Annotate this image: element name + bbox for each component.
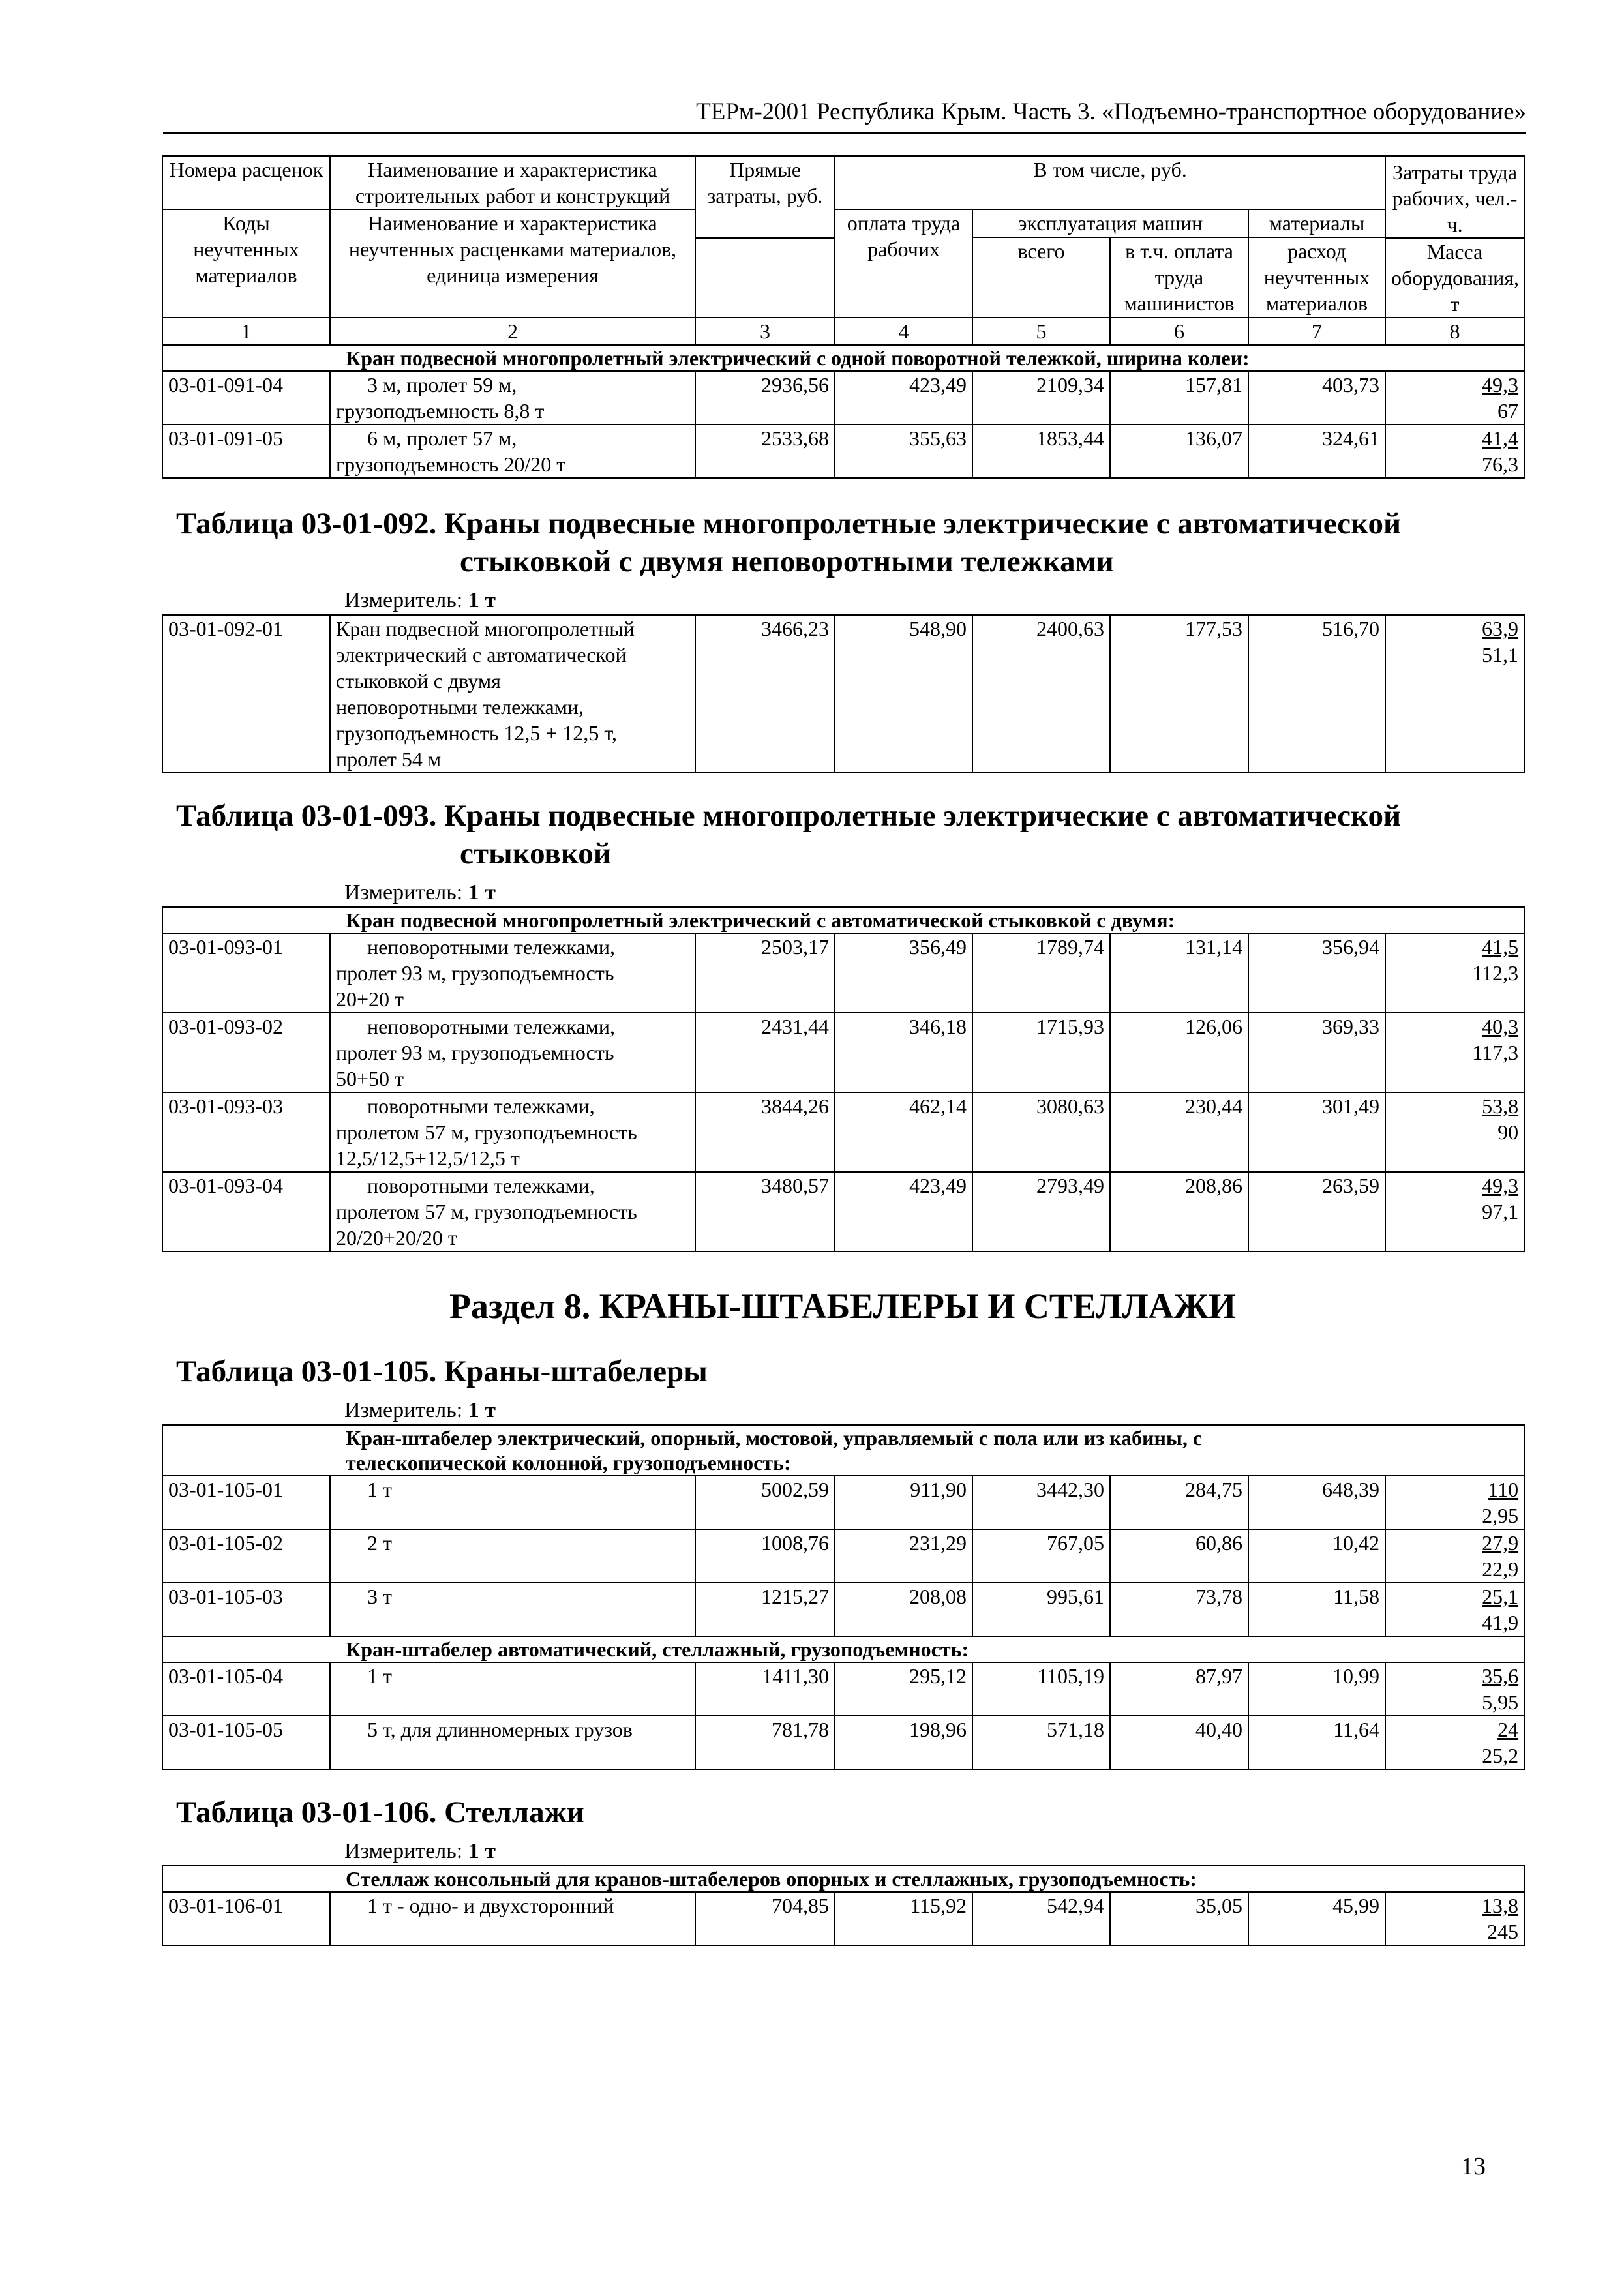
group-title: Кран-штабелер электрический, опорный, мостовой, управляемый с пола или из кабины, с телескопической колонной, грузоподъемность:	[162, 1425, 1524, 1476]
rate-description: 2 т	[330, 1529, 695, 1583]
col-number: 7	[1248, 318, 1385, 345]
group-title: Кран-штабелер автоматический, стеллажный, грузоподъемность:	[162, 1636, 1524, 1662]
table-row	[162, 1476, 1524, 1529]
rate-description: 1 т - одно- и двухсторонний	[330, 1892, 695, 1945]
col-rate-numbers: Номера расценок	[162, 156, 330, 209]
machinist-pay: 73,78	[1110, 1583, 1248, 1636]
labor-and-mass: 25,1 41,9	[1385, 1583, 1524, 1636]
worker-pay: 423,49	[835, 371, 972, 425]
col-machinist-pay: в т.ч. оплата труда машинистов	[1110, 237, 1248, 318]
machines-total: 2109,34	[972, 371, 1110, 425]
col-work-name: Наименование и характеристика строительных работ и конструкций	[330, 156, 695, 209]
worker-pay: 911,90	[835, 1476, 972, 1529]
rates-table	[162, 1865, 1525, 1946]
direct-costs: 1008,76	[695, 1529, 835, 1583]
machines-total: 3080,63	[972, 1092, 1110, 1172]
table-row	[162, 933, 1524, 1013]
labor-and-mass: 63,9 51,1	[1385, 615, 1524, 773]
rate-code: 03-01-105-05	[162, 1716, 330, 1769]
measure-unit: Измеритель: 1 т	[344, 880, 496, 905]
rate-code: 03-01-106-01	[162, 1892, 330, 1945]
worker-pay: 115,92	[835, 1892, 972, 1945]
worker-pay: 295,12	[835, 1662, 972, 1716]
rate-description: 5 т, для длинномерных грузов	[330, 1716, 695, 1769]
machines-total: 767,05	[972, 1529, 1110, 1583]
labor-and-mass: 24 25,2	[1385, 1716, 1524, 1769]
rate-code: 03-01-091-04	[162, 371, 330, 425]
materials-cost: 369,33	[1248, 1013, 1385, 1092]
labor-and-mass: 35,6 5,95	[1385, 1662, 1524, 1716]
table-row	[162, 1583, 1524, 1636]
materials-cost: 648,39	[1248, 1476, 1385, 1529]
rate-code: 03-01-105-04	[162, 1662, 330, 1716]
group-title: Кран подвесной многопролетный электрический с одной поворотной тележкой, ширина колеи:	[162, 345, 1524, 371]
materials-cost: 45,99	[1248, 1892, 1385, 1945]
direct-costs: 2533,68	[695, 425, 835, 478]
rate-code: 03-01-105-01	[162, 1476, 330, 1529]
col-material-names: Наименование и характеристика неучтенных расценками материалов, единица измерения	[330, 209, 695, 318]
machines-total: 1105,19	[972, 1662, 1110, 1716]
col-machines: эксплуатация машин	[972, 209, 1248, 237]
rate-description: 3 м, пролет 59 м, грузоподъемность 8,8 т	[330, 371, 695, 425]
worker-pay: 208,08	[835, 1583, 972, 1636]
materials-cost: 11,58	[1248, 1583, 1385, 1636]
materials-cost: 11,64	[1248, 1716, 1385, 1769]
table-row	[162, 1716, 1524, 1769]
rate-code: 03-01-093-01	[162, 933, 330, 1013]
machines-total: 2793,49	[972, 1172, 1110, 1251]
col-number: 1	[162, 318, 330, 345]
section-title: Раздел 8. КРАНЫ-ШТАБЕЛЕРЫ И СТЕЛЛАЖИ	[449, 1287, 1237, 1326]
table-title: Таблица 03-01-092. Краны подвесные многопролетные электрические с автоматической стыковкой с двумя неповоротными тележками	[176, 507, 1402, 578]
table-row	[162, 615, 1524, 773]
rate-code: 03-01-105-03	[162, 1583, 330, 1636]
rate-description: неповоротными тележками, пролет 93 м, грузоподъемность 20+20 т	[330, 933, 695, 1013]
direct-costs: 3480,57	[695, 1172, 835, 1251]
machines-total: 1789,74	[972, 933, 1110, 1013]
worker-pay: 548,90	[835, 615, 972, 773]
table-row	[162, 1529, 1524, 1583]
measure-unit: Измеритель: 1 т	[344, 588, 496, 612]
col-number: 2	[330, 318, 695, 345]
materials-cost: 403,73	[1248, 371, 1385, 425]
table-row	[162, 1662, 1524, 1716]
table-row	[162, 1092, 1524, 1172]
worker-pay: 231,29	[835, 1529, 972, 1583]
worker-pay: 356,49	[835, 933, 972, 1013]
direct-costs: 5002,59	[695, 1476, 835, 1529]
table-title: Таблица 03-01-106. Стеллажи	[176, 1795, 584, 1829]
rate-description: 1 т	[330, 1662, 695, 1716]
rate-code: 03-01-093-04	[162, 1172, 330, 1251]
machinist-pay: 40,40	[1110, 1716, 1248, 1769]
running-header: ТЕРм-2001 Республика Крым. Часть 3. «Подъемно-транспортное оборудование»	[163, 98, 1526, 134]
rate-description: неповоротными тележками, пролет 93 м, грузоподъемность 50+50 т	[330, 1013, 695, 1092]
rate-code: 03-01-105-02	[162, 1529, 330, 1583]
table-row	[162, 1892, 1524, 1945]
rates-table	[162, 1424, 1525, 1770]
col-labor-costs: Затраты труда рабочих, чел.-ч.	[1385, 156, 1524, 238]
measure-unit: Измеритель: 1 т	[344, 1839, 496, 1863]
rates-table	[162, 614, 1525, 773]
col-worker-pay: оплата труда рабочих	[835, 209, 972, 318]
labor-and-mass: 40,3 117,3	[1385, 1013, 1524, 1092]
direct-costs: 3844,26	[695, 1092, 835, 1172]
machinist-pay: 208,86	[1110, 1172, 1248, 1251]
direct-costs: 1411,30	[695, 1662, 835, 1716]
machinist-pay: 60,86	[1110, 1529, 1248, 1583]
table-title: Таблица 03-01-105. Краны-штабелеры	[176, 1354, 708, 1388]
col-including: В том числе, руб.	[835, 156, 1385, 209]
materials-cost: 10,99	[1248, 1662, 1385, 1716]
labor-and-mass: 41,4 76,3	[1385, 425, 1524, 478]
col-machines-total: всего	[972, 237, 1110, 318]
labor-and-mass: 49,3 97,1	[1385, 1172, 1524, 1251]
labor-and-mass: 49,3 67	[1385, 371, 1524, 425]
machinist-pay: 126,06	[1110, 1013, 1248, 1092]
rates-table-header	[162, 155, 1525, 479]
machines-total: 1715,93	[972, 1013, 1110, 1092]
rate-code: 03-01-092-01	[162, 615, 330, 773]
rate-code: 03-01-091-05	[162, 425, 330, 478]
worker-pay: 346,18	[835, 1013, 972, 1092]
col-material-codes: Коды неучтенных материалов	[162, 209, 330, 318]
machines-total: 542,94	[972, 1892, 1110, 1945]
machinist-pay: 177,53	[1110, 615, 1248, 773]
machinist-pay: 284,75	[1110, 1476, 1248, 1529]
machinist-pay: 157,81	[1110, 371, 1248, 425]
col-number: 5	[972, 318, 1110, 345]
materials-cost: 324,61	[1248, 425, 1385, 478]
labor-and-mass: 27,9 22,9	[1385, 1529, 1524, 1583]
col-direct-costs-cont	[695, 238, 835, 318]
col-number: 4	[835, 318, 972, 345]
machinist-pay: 131,14	[1110, 933, 1248, 1013]
rate-description: 6 м, пролет 57 м, грузоподъемность 20/20 т	[330, 425, 695, 478]
labor-and-mass: 53,8 90	[1385, 1092, 1524, 1172]
machinist-pay: 230,44	[1110, 1092, 1248, 1172]
machines-total: 571,18	[972, 1716, 1110, 1769]
machines-total: 2400,63	[972, 615, 1110, 773]
group-title: Стеллаж консольный для кранов-штабелеров опорных и стеллажных, грузоподъемность:	[162, 1866, 1524, 1892]
table-row	[162, 425, 1524, 478]
machinist-pay: 87,97	[1110, 1662, 1248, 1716]
measure-unit: Измеритель: 1 т	[344, 1398, 496, 1422]
worker-pay: 198,96	[835, 1716, 972, 1769]
machines-total: 3442,30	[972, 1476, 1110, 1529]
worker-pay: 355,63	[835, 425, 972, 478]
group-title: Кран подвесной многопролетный электрический с автоматической стыковкой с двумя:	[162, 907, 1524, 933]
table-title: Таблица 03-01-093. Краны подвесные многопролетные электрические с автоматической стыковкой	[176, 799, 1402, 871]
page-number: 13	[1461, 2153, 1486, 2180]
materials-cost: 516,70	[1248, 615, 1385, 773]
col-unaccounted-materials: расход неучтенных материалов	[1248, 237, 1385, 318]
table-row	[162, 1013, 1524, 1092]
labor-and-mass: 110 2,95	[1385, 1476, 1524, 1529]
rate-description: 1 т	[330, 1476, 695, 1529]
col-number: 6	[1110, 318, 1248, 345]
rate-description: поворотными тележками, пролетом 57 м, грузоподъемность 12,5/12,5+12,5/12,5 т	[330, 1092, 695, 1172]
rate-code: 03-01-093-03	[162, 1092, 330, 1172]
col-number: 8	[1385, 318, 1524, 345]
table-row	[162, 1172, 1524, 1251]
materials-cost: 356,94	[1248, 933, 1385, 1013]
materials-cost: 263,59	[1248, 1172, 1385, 1251]
col-direct-costs: Прямые затраты, руб.	[695, 156, 835, 238]
col-number: 3	[695, 318, 835, 345]
direct-costs: 3466,23	[695, 615, 835, 773]
direct-costs: 2503,17	[695, 933, 835, 1013]
direct-costs: 781,78	[695, 1716, 835, 1769]
rate-description: поворотными тележками, пролетом 57 м, грузоподъемность 20/20+20/20 т	[330, 1172, 695, 1251]
col-equipment-mass: Масса оборудования, т	[1385, 238, 1524, 318]
rate-code: 03-01-093-02	[162, 1013, 330, 1092]
machines-total: 995,61	[972, 1583, 1110, 1636]
machinist-pay: 136,07	[1110, 425, 1248, 478]
direct-costs: 704,85	[695, 1892, 835, 1945]
direct-costs: 1215,27	[695, 1583, 835, 1636]
labor-and-mass: 41,5 112,3	[1385, 933, 1524, 1013]
worker-pay: 462,14	[835, 1092, 972, 1172]
machinist-pay: 35,05	[1110, 1892, 1248, 1945]
rate-description: 3 т	[330, 1583, 695, 1636]
rate-description: Кран подвесной многопролетный электрический с автоматической стыковкой с двумя неповоротными тележками, грузоподъемность 12,5 + 12,5 т, пролет 54 м	[330, 615, 695, 773]
direct-costs: 2431,44	[695, 1013, 835, 1092]
machines-total: 1853,44	[972, 425, 1110, 478]
worker-pay: 423,49	[835, 1172, 972, 1251]
direct-costs: 2936,56	[695, 371, 835, 425]
table-row	[162, 371, 1524, 425]
labor-and-mass: 13,8 245	[1385, 1892, 1524, 1945]
materials-cost: 10,42	[1248, 1529, 1385, 1583]
materials-cost: 301,49	[1248, 1092, 1385, 1172]
rates-table	[162, 906, 1525, 1252]
page-content	[162, 155, 1524, 1946]
col-materials: материалы	[1248, 209, 1385, 237]
